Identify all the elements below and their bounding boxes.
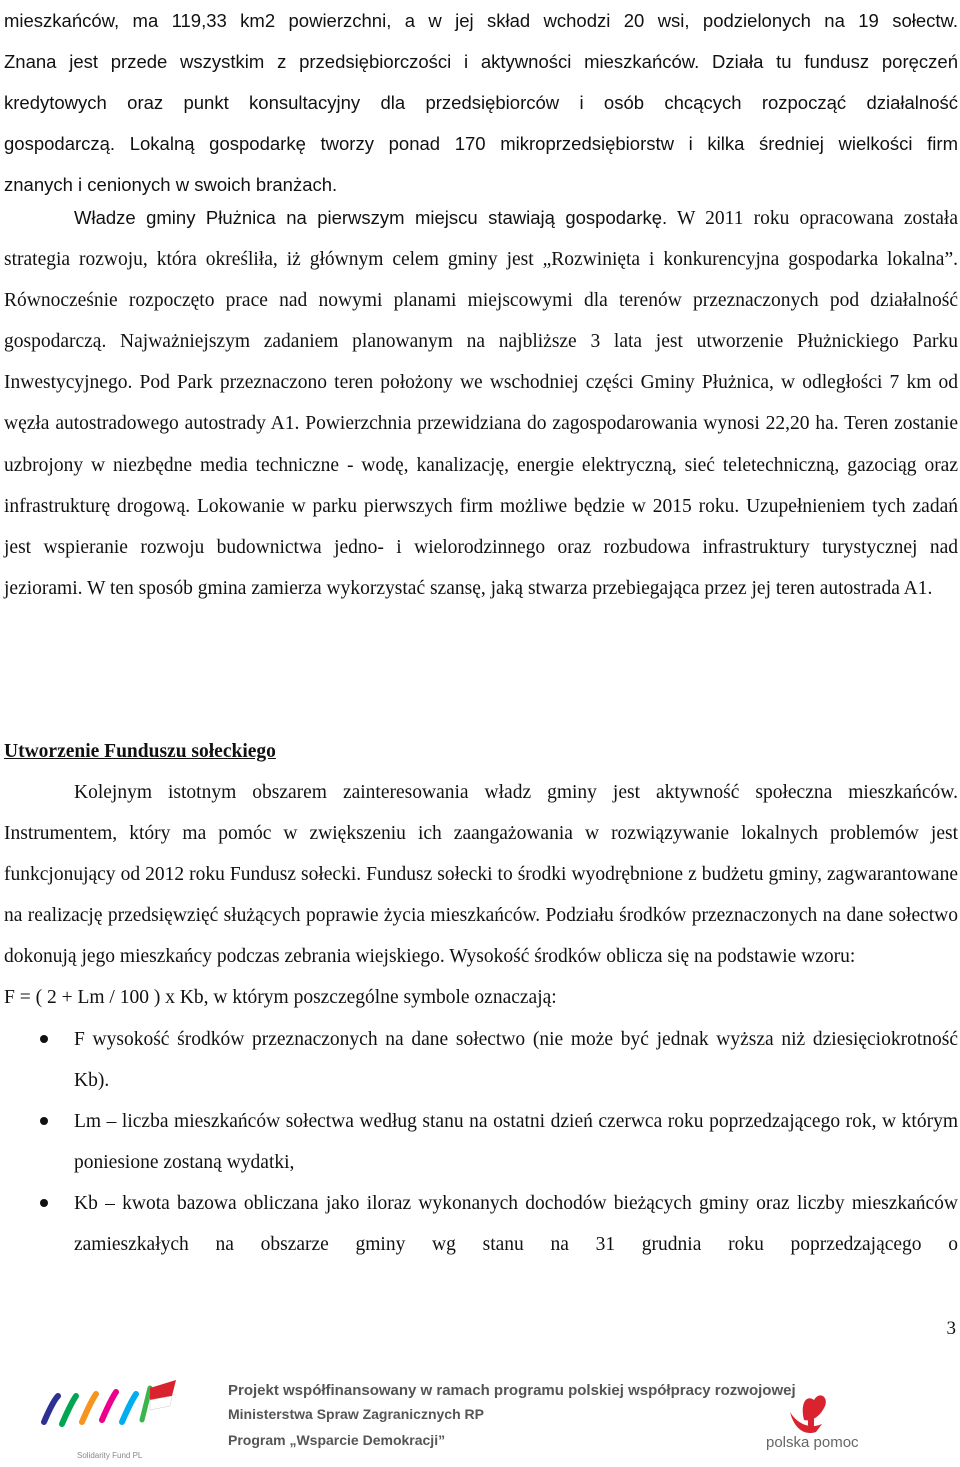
list-item: [4, 1101, 958, 1183]
list-item-text: Lm – liczba mieszkańców sołectwa według stanu na ostatni dzień czerwca roku poprzedzającego rok, w którym poniesione zostaną wydatki,: [74, 1110, 958, 1173]
solidarity-fund-logo-icon: [44, 1380, 176, 1424]
intro-paragraph: [4, 0, 958, 205]
paragraph-body: Kolejnym istotnym obszarem zainteresowania władz gminy jest aktywność społeczna mieszkańców. Instrumentem, który ma pomóc w zwiększeniu ich zaangażowania w rozwiązywanie lokalnych problemów jest funkcjonujący od 2012 roku Fundusz sołecki. Fundusz sołecki to środki wyodrębnione z budżetu gminy, zagwarantowane na realizację przedsięwzięć służących poprawie życia mieszkańców. Podziału środków przeznaczonych na dane sołectwo dokonują jego mieszkańcy podczas zebrania wiejskiego. Wysokość środków oblicza się na podstawie wzoru:: [4, 782, 958, 968]
list-item-text: F wysokość środków przeznaczonych na dane sołectwo (nie może być jednak wyższa niż dziesięciokrotność Kb).: [74, 1028, 958, 1091]
section-heading: Utworzenie Funduszu sołeckiego: [4, 741, 276, 762]
project-text-line: Program „Wsparcie Demokracji”: [228, 1432, 446, 1448]
economy-paragraph: [4, 197, 958, 609]
polska-pomoc-logo-icon: [790, 1395, 826, 1433]
text-line: kredytowych oraz punkt konsultacyjny dla przedsiębiorców i osób chcących rozpocząć działalność: [4, 92, 958, 114]
page-number: 3: [946, 1318, 956, 1339]
text-line: Znana jest przede wszystkim z przedsiębiorczości i aktywności mieszkańców. Działa tu fundusz poręczeń: [4, 51, 958, 73]
list-item-text: Kb – kwota bazowa obliczana jako iloraz wykonanych dochodów bieżących gminy oraz liczby mieszkańców zamieszkałych na obszarze gminy wg stanu na 31 grudnia roku poprzedzającego o: [74, 1192, 958, 1256]
symbol-list: [4, 1019, 958, 1266]
fund-paragraph: [4, 772, 958, 1265]
list-item: [4, 1183, 958, 1265]
paragraph-lead: Władze gminy Płużnica na pierwszym miejscu stawiają gospodarkę.: [74, 207, 668, 228]
list-item: [4, 1019, 958, 1101]
bullet-icon: [40, 1035, 48, 1043]
text-line: mieszkańców, ma 119,33 km2 powierzchni, a w jej skład wchodzi 20 wsi, podzielonych na 19 sołectw.: [4, 10, 958, 31]
text-line: gospodarczą. Lokalną gospodarkę tworzy ponad 170 mikroprzedsiębiorstw i kilka średniej wielkości firm: [4, 133, 958, 155]
bullet-icon: [40, 1199, 48, 1207]
bullet-icon: [40, 1117, 48, 1125]
formula-line: F = ( 2 + Lm / 100 ) x Kb, w którym poszczególne symbole oznaczają:: [4, 987, 557, 1009]
text-line: znanych i cenionych w swoich branżach.: [4, 174, 338, 196]
project-text-line: Projekt współfinansowany w ramach programu polskiej współpracy rozwojowej: [228, 1382, 796, 1399]
solidarity-fund-label: Solidarity Fund PL: [77, 1451, 143, 1460]
polska-pomoc-label: polska pomoc: [766, 1434, 859, 1451]
paragraph-body: W 2011 roku opracowana została strategia rozwoju, która określiła, iż głównym celem gminy jest „Rozwinięta i konkurencyjna gospodarka lokalna”. Równocześnie rozpoczęto prace nad nowymi planami miejscowymi dla terenów przeznaczonych pod działalność gospodarczą. Najważniejszym zadaniem planowanym na najbliższe 3 lata jest utworzenie Płużnickiego Parku Inwestycyjnego. Pod Park przeznaczono teren położony we wschodniej części Gminy Płużnica, w odległości 7 km od węzła autostradowego autostrady A1. Powierzchnia przewidziana do zagospodarowania wynosi 22,20 ha. Teren zostanie uzbrojony w niezbędne media techniczne - wodę, kanalizację, energie elektryczną, sieć teletechniczną, gazociąg oraz infrastrukturę drogową. Lokowanie w parku pierwszych firm możliwe będzie w 2015 roku. Uzupełnieniem tych zadań jest wspieranie rozwoju budownictwa jedno- i wielorodzinnego oraz rozbudowa infrastruktury turystycznej nad jeziorami. W ten sposób gmina zamierza wykorzystać szansę, jaką stwarza przebiegająca przez jej teren autostrada A1.: [4, 208, 958, 599]
project-text-line: Ministerstwa Spraw Zagranicznych RP: [228, 1406, 484, 1422]
